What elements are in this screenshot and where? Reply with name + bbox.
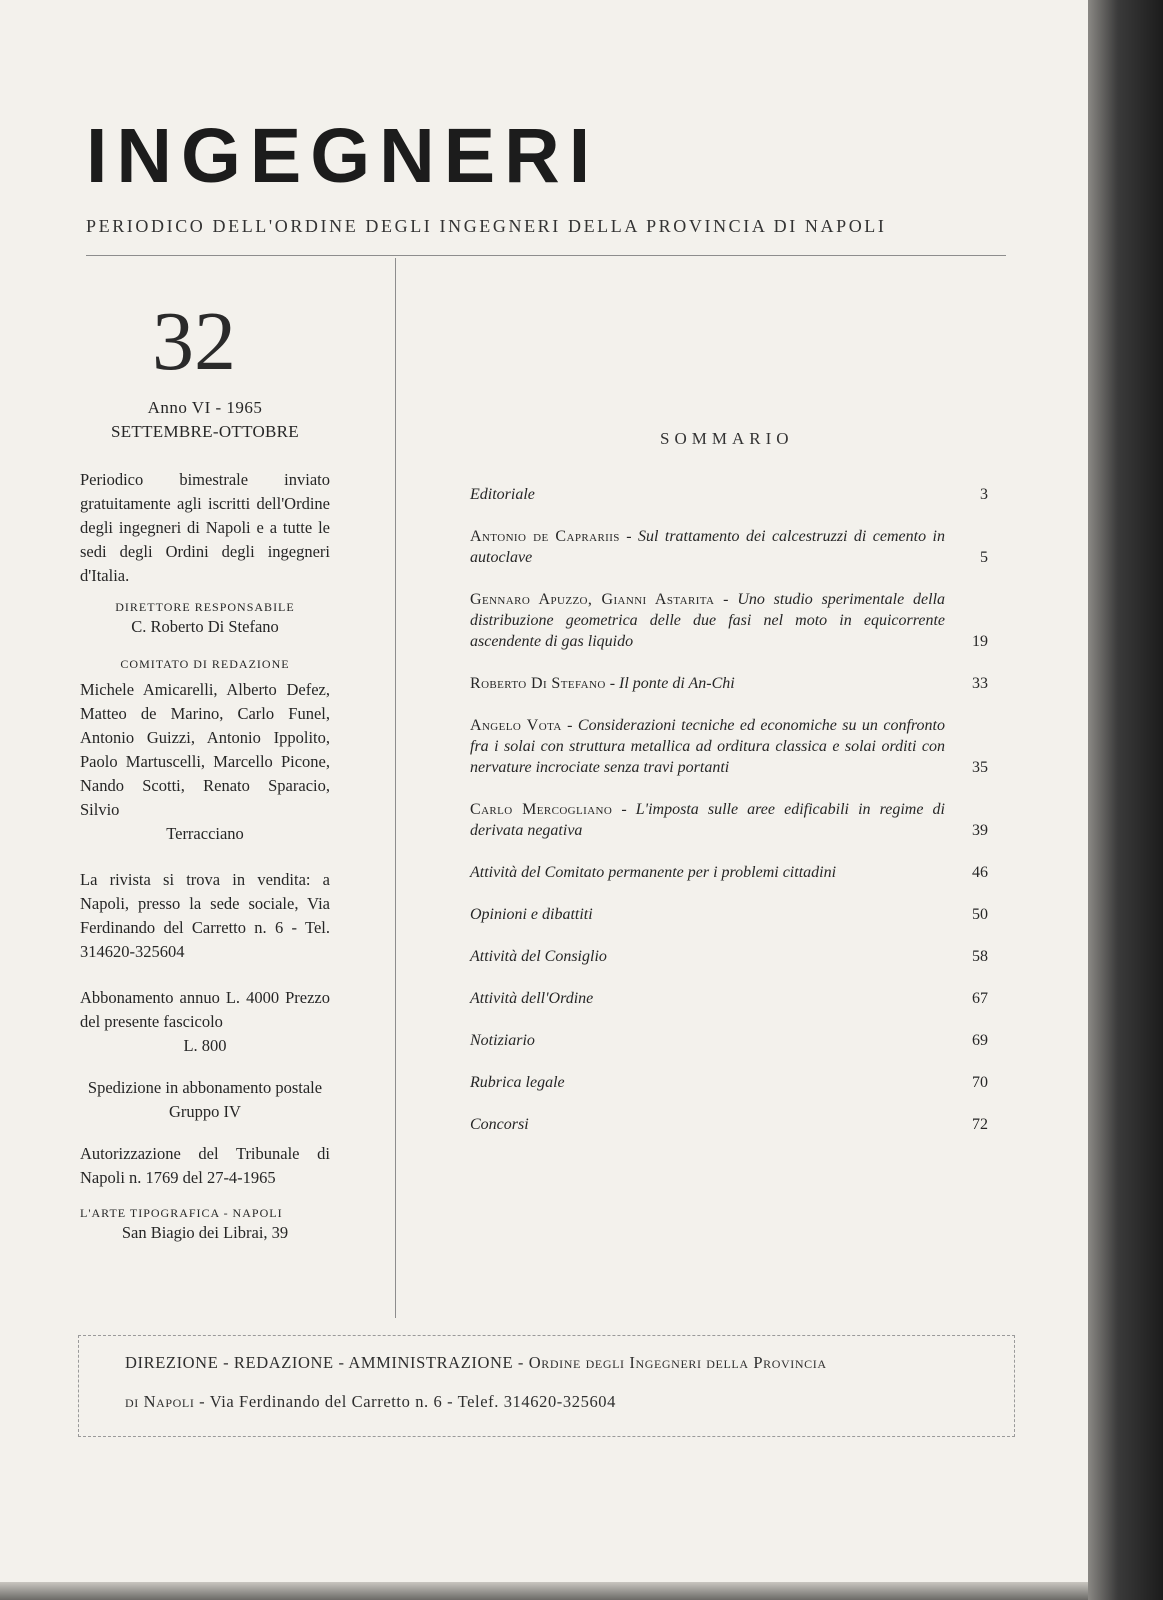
toc-title: Opinioni e dibattiti — [470, 906, 593, 923]
toc-page-number: 33 — [972, 675, 988, 692]
toc-author: Roberto Di Stefano — [470, 675, 606, 692]
toc-entry — [470, 589, 1000, 652]
issue-year: Anno VI - 1965 — [147, 398, 263, 417]
toc-page-number: 58 — [972, 948, 988, 965]
toc-author: Antonio de Caprariis — [470, 528, 620, 545]
printer-address: San Biagio dei Librai, 39 — [121, 1223, 289, 1242]
toc-page-number: 5 — [980, 549, 988, 566]
printer-label: L'ARTE TIPOGRAFICA - NAPOLI — [80, 1206, 283, 1220]
toc-title: Attività dell'Ordine — [470, 990, 594, 1007]
footer-line-2 — [125, 1392, 616, 1412]
issue-price: L. 800 — [183, 1036, 227, 1055]
toc-entry — [470, 988, 1000, 1009]
toc-page-number: 50 — [972, 906, 988, 923]
committee-members: Michele Amicarelli, Alberto Defez, Matteo de Marino, Carlo Funel, Antonio Guizzi, Antonio Ippolito, Paolo Martuscelli, Marcello Picone, Nando Scotti, Renato Sparacio, Silvio — [80, 680, 330, 819]
toc-title: Rubrica legale — [470, 1074, 565, 1091]
toc-entry-text: Gennaro Apuzzo, Gianni Astarita - Uno studio sperimentale della distribuzione geometrica delle due fasi nel moto in equicorrente ascendente di gas liquido — [470, 591, 946, 650]
toc-entry — [470, 1072, 1000, 1093]
toc-entry-text — [470, 1114, 945, 1135]
shipping-info: Spedizione in abbonamento postale Gruppo IV — [87, 1078, 323, 1121]
toc-entry-text: Antonio de Caprariis - Sul trattamento dei calcestruzzi di cemento in autoclave — [470, 528, 945, 566]
toc-entry — [470, 526, 1000, 568]
toc-entry — [470, 484, 1000, 505]
footer-city: di Napoli — [125, 1392, 195, 1411]
footer-line-1 — [125, 1353, 827, 1373]
toc-entry — [470, 862, 1000, 883]
authorization-info: Autorizzazione del Tribunale di Napoli n. 1769 del 27-4-1965 — [80, 1144, 330, 1187]
toc-title: Sul trattamento dei calcestruzzi di cemento in autoclave — [470, 528, 945, 566]
toc-entry-text — [470, 1072, 945, 1093]
subscription-info: Abbonamento annuo L. 4000 Prezzo del presente fascicolo — [80, 988, 330, 1031]
toc-author: Carlo Mercogliano — [470, 801, 613, 818]
page-bottom-shadow — [0, 1582, 1088, 1600]
footer-address: - Via Ferdinando del Carretto n. 6 - Telef. 314620-325604 — [199, 1392, 616, 1411]
toc-entry-text — [470, 1030, 945, 1051]
issue-number: 32 — [152, 295, 236, 388]
publisher-footer — [78, 1335, 1015, 1437]
committee-last-member: Terracciano — [166, 824, 244, 843]
toc-entry — [470, 673, 1000, 694]
masthead-title: INGEGNERI — [86, 113, 600, 199]
toc-author: Gennaro Apuzzo, Gianni Astarita — [470, 591, 715, 608]
header-divider — [86, 255, 1006, 256]
toc-page-number: 46 — [972, 864, 988, 881]
footer-departments: DIREZIONE - REDAZIONE - AMMINISTRAZIONE - — [125, 1353, 524, 1372]
toc-title: Concorsi — [470, 1116, 529, 1133]
toc-page-number: 3 — [980, 486, 988, 503]
toc-entry-text: Angelo Vota - Considerazioni tecniche ed economiche su un confronto fra i solai con struttura metallica ad orditura classica e solai orditi con nervature incrociate senza travi portanti — [470, 717, 946, 776]
toc-page-number: 72 — [972, 1116, 988, 1133]
toc-title: Attività del Comitato permanente per i problemi cittadini — [470, 864, 837, 881]
toc-entry-text — [470, 946, 945, 967]
sale-info: La rivista si trova in vendita: a Napoli, presso la sede sociale, Via Ferdinando del Carretto n. 6 - Tel. 314620-325604 — [80, 870, 330, 961]
toc-entry-text — [470, 988, 945, 1009]
toc-entry-text: Roberto Di Stefano - Il ponte di An-Chi — [470, 675, 735, 692]
toc-entry — [470, 715, 1000, 778]
toc-page-number: 67 — [972, 990, 988, 1007]
sommario-title: SOMMARIO — [660, 429, 794, 448]
toc-entry — [470, 1030, 1000, 1051]
table-of-contents — [470, 484, 1000, 1156]
toc-page-number: 70 — [972, 1074, 988, 1091]
masthead-subtitle: PERIODICO DELL'ORDINE DEGLI INGEGNERI DELLA PROVINCIA DI NAPOLI — [86, 216, 887, 236]
toc-title: Considerazioni tecniche ed economiche su un confronto fra i solai con struttura metallica ad orditura classica e solai orditi con nervature incrociate senza travi portanti — [470, 717, 946, 776]
toc-entry — [470, 799, 1000, 841]
toc-entry-text — [470, 862, 945, 883]
toc-entry-text — [470, 484, 945, 505]
toc-title: L'imposta sulle aree edificabili in regime di derivata negativa — [470, 801, 945, 839]
toc-title: Il ponte di An-Chi — [619, 675, 735, 692]
issue-months: SETTEMBRE-OTTOBRE — [110, 422, 299, 441]
toc-page-number: 69 — [972, 1032, 988, 1049]
committee-label: COMITATO DI REDAZIONE — [120, 657, 290, 671]
director-label: DIRETTORE RESPONSABILE — [115, 600, 295, 614]
toc-entry — [470, 904, 1000, 925]
toc-page-number: 35 — [972, 759, 988, 776]
footer-order-name: Ordine degli Ingegneri della Provincia — [528, 1353, 827, 1372]
toc-page-number: 19 — [972, 633, 988, 650]
toc-page-number: 39 — [972, 822, 988, 839]
toc-entry-text — [470, 904, 945, 925]
toc-title: Notiziario — [470, 1032, 535, 1049]
toc-author: Angelo Vota — [470, 717, 562, 734]
page-edge-shadow — [1088, 0, 1163, 1600]
periodical-description: Periodico bimestrale inviato gratuitamente agli iscritti dell'Ordine degli ingegneri di Napoli e a tutte le sedi degli Ordini degli ingegneri d'Italia. — [80, 470, 330, 585]
director-name: C. Roberto Di Stefano — [131, 617, 279, 636]
toc-entry-text: Carlo Mercogliano - L'imposta sulle aree edificabili in regime di derivata negativa — [470, 801, 945, 839]
toc-title: Attività del Consiglio — [470, 948, 607, 965]
toc-entry — [470, 946, 1000, 967]
left-column — [80, 295, 330, 1245]
toc-entry — [470, 1114, 1000, 1135]
column-divider — [395, 258, 396, 1318]
toc-title: Uno studio sperimentale della distribuzione geometrica delle due fasi nel moto in equicorrente ascendente di gas liquido — [470, 591, 946, 650]
toc-title: Editoriale — [470, 486, 535, 503]
